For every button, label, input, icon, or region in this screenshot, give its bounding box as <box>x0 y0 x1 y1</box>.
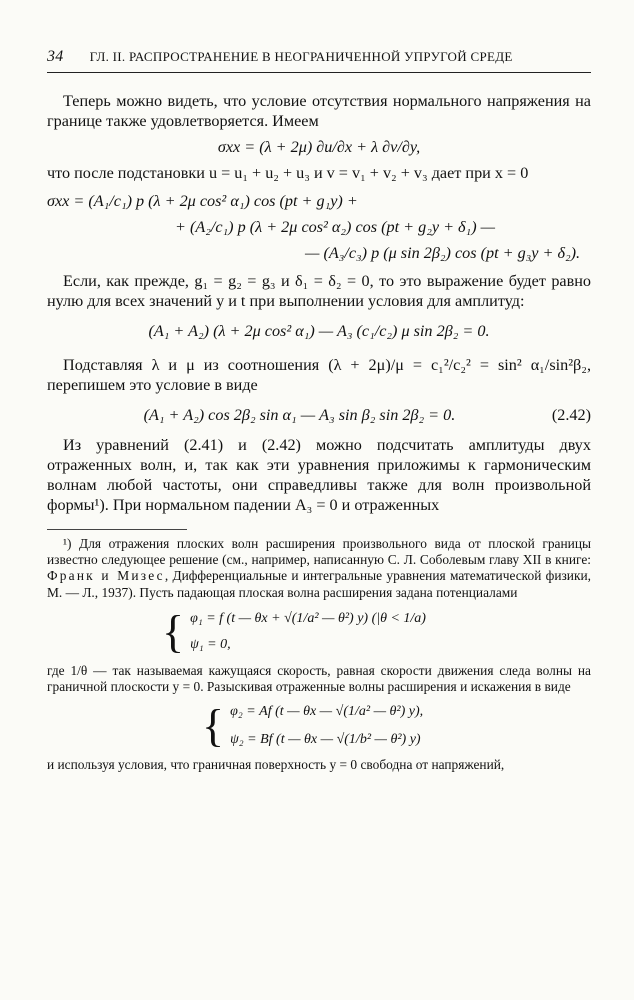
paragraph-4: Подставляя λ и μ из соотношения (λ + 2μ)/μ = c₁²/c₂² = sin² α₁/sin²β₂, перепишем это условие в виде <box>47 356 591 394</box>
paragraph-5: Из уравнений (2.41) и (2.42) можно подсчитать амплитуды двух отраженных волн, и, так как эти уравнения приложимы к гармоническим волнам любой частоты, они справедливы также для волн произвольной формы¹). При нормальном падении A₃ = 0 и отраженных <box>47 436 591 514</box>
system-1-line-1: φ₁ = f (t — θx + √(1/a² — θ²) y) (|θ < 1/a) <box>190 610 426 626</box>
left-brace-icon: { <box>202 700 225 752</box>
equation-amplitude-condition: (A₁ + A₂) (λ + 2μ cos² α₁) — A₃ (c₁/c₂) μ sin 2β₂ = 0. <box>148 322 490 340</box>
equation-sigma-expanded <box>47 191 591 263</box>
equation-line-3: — (A₃/c₃) p (μ sin 2β₂) cos (pt + g₃y + δ₂). <box>305 244 581 262</box>
footnote <box>47 536 591 773</box>
main-text <box>47 91 591 515</box>
equation-line-1: σxx = (A₁/c₁) p (λ + 2μ cos² α₁) cos (pt + g₁y) + <box>47 192 358 210</box>
running-title: ГЛ. II. РАСПРОСТРАНЕНИЕ В НЕОГРАНИЧЕННОЙ УПРУГОЙ СРЕДЕ <box>89 49 513 64</box>
equation-2-42: (A₁ + A₂) cos 2β₂ sin α₁ — A₃ sin β₂ sin 2β₂ = 0. <box>143 406 456 424</box>
equation-number: (2.42) <box>551 406 591 424</box>
system-2-line-1: φ₂ = Af (t — θx — √(1/a² — θ²) y), <box>230 704 424 720</box>
reflected-wave-system <box>202 700 591 752</box>
footnote-text-1 <box>47 536 591 601</box>
system-1-line-2: ψ₁ = 0, <box>190 636 231 652</box>
running-header <box>47 48 591 73</box>
paragraph-2: что после подстановки u = u₁ + u₂ + u₃ и v = v₁ + v₂ + v₃ дает при x = 0 <box>47 164 529 182</box>
footnote-authors: Франк и Мизес <box>47 568 165 584</box>
system-2-line-2: ψ₂ = Bf (t — θx — √(1/b² — θ²) y) <box>230 732 421 748</box>
page-number: 34 <box>47 48 64 65</box>
book-page <box>47 48 591 773</box>
footnote-text-3: и используя условия, что граничная поверхность y = 0 свободна от напряжений, <box>47 757 505 773</box>
footnote-rule <box>47 529 187 530</box>
left-brace-icon: { <box>162 605 185 657</box>
paragraph-1: Теперь можно видеть, что условие отсутствия нормального напряжения на границе также удовлетворяется. Имеем <box>47 92 591 130</box>
footnote-part-1: ¹) Для отражения плоских волн расширения произвольного вида от плоской границы известно следующее решение (см., например, написанную С. Л. Соболевым главу XII в книге: <box>47 536 591 568</box>
equation-line-2: + (A₂/c₁) p (λ + 2μ cos² α₂) cos (pt + g₂y + δ₁) — <box>175 218 496 236</box>
footnote-part-2: , Дифференциальные и интегральные уравнения математической физики, М. — Л., 1937). Пусть падающая плоская волна расширения задана потенциалами <box>47 568 591 600</box>
paragraph-3: Если, как прежде, g₁ = g₂ = g₃ и δ₁ = δ₂ = 0, то это выражение будет равно нулю для всех значений y и t при выполнении условия для амплитуд: <box>47 272 591 310</box>
equation-sigma-xx: σxx = (λ + 2μ) ∂u/∂x + λ ∂v/∂y, <box>217 138 421 156</box>
incident-wave-system <box>162 605 591 657</box>
footnote-text-2: где 1/θ — так называемая кажущаяся скорость, равная скорости движения следа волны на граничной плоскости y = 0. Разыскивая отраженные волны расширения и искажения в виде <box>47 662 591 695</box>
equation-2-42-row <box>47 405 591 425</box>
